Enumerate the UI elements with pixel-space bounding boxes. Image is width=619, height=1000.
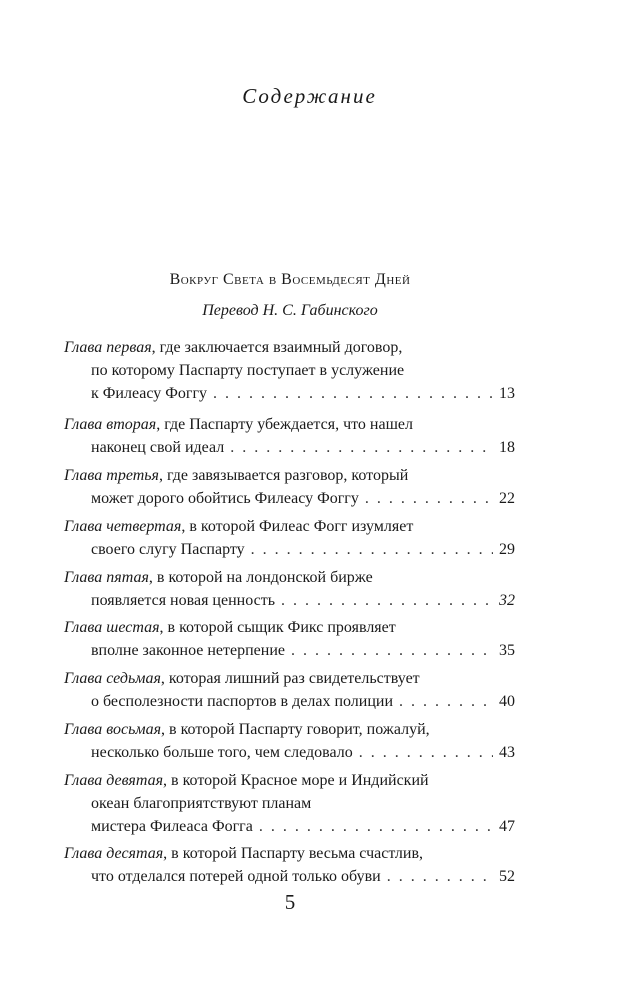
- chapter-label: Глава восьмая: [64, 721, 162, 738]
- chapter-label: Глава девятая: [64, 772, 164, 789]
- chapter-title-end: своего слугу Паспарту: [91, 541, 245, 558]
- toc-entry-9[interactable]: [64, 770, 429, 792]
- toc-entry-2[interactable]: [64, 414, 413, 436]
- chapter-title: , где Паспарту убеждается, что нашел: [156, 416, 413, 433]
- book-title: Вокруг Света в Восемьдесят Дней: [169, 271, 411, 288]
- dot-leader: [213, 383, 493, 405]
- chapter-label: Глава третья: [64, 467, 159, 484]
- toc-entry-10-last-line[interactable]: [91, 866, 515, 888]
- toc-entry-2-last-line[interactable]: [91, 437, 515, 459]
- toc-entry-4-last-line[interactable]: [91, 539, 515, 561]
- chapter-title-end: появляется новая ценность: [91, 592, 275, 609]
- chapter-title: , в которой Паспарту говорит, пожалуй,: [161, 721, 430, 738]
- dot-leader: [387, 866, 493, 888]
- toc-entry-7-last-line[interactable]: [91, 691, 515, 713]
- chapter-title-end: несколько больше того, чем следовало: [91, 744, 353, 761]
- chapter-label: Глава вторая: [64, 416, 157, 433]
- toc-entry-8-last-line[interactable]: [91, 742, 515, 764]
- chapter-title: , в которой сыщик Фикс проявляет: [159, 619, 396, 636]
- dot-leader: [359, 742, 493, 764]
- toc-entry-4[interactable]: [64, 516, 413, 538]
- chapter-title-end: о бесполезности паспортов в делах полиции: [91, 693, 394, 710]
- toc-entry-3-last-line[interactable]: [91, 488, 515, 510]
- page-ref: 52: [499, 868, 515, 885]
- chapter-label: Глава пятая: [64, 569, 149, 586]
- chapter-title-end: может дорого обойтись Филеасу Фоггу: [91, 490, 359, 507]
- dot-leader: [230, 437, 493, 459]
- toc-entry-5-last-line[interactable]: [91, 590, 515, 612]
- page-title: Содержание: [242, 84, 377, 108]
- page-ref: 18: [499, 439, 515, 456]
- toc-entry-5[interactable]: [64, 567, 373, 589]
- page-ref: 43: [499, 744, 515, 761]
- chapter-label: Глава шестая: [64, 619, 160, 636]
- translator-credit: Перевод Н. С. Габинского: [202, 302, 378, 319]
- chapter-title-end: вполне законное нетерпение: [91, 642, 286, 659]
- chapter-title: , в которой Красное море и Индийский: [163, 772, 429, 789]
- page-ref: 35: [499, 642, 515, 659]
- chapter-label: Глава седьмая: [64, 670, 161, 687]
- dot-leader: [259, 816, 493, 838]
- toc-entry-6-last-line[interactable]: [91, 640, 515, 662]
- toc-entry-9-last-line[interactable]: [91, 816, 515, 838]
- page-ref: 22: [499, 490, 515, 507]
- toc-entry-3[interactable]: [64, 465, 408, 487]
- chapter-title-continued: по которому Паспарту поступает в услужение: [91, 362, 405, 379]
- chapter-label: Глава четвертая: [64, 518, 182, 535]
- page-ref: 13: [499, 385, 515, 402]
- dot-leader: [291, 640, 493, 662]
- dot-leader: [399, 691, 493, 713]
- toc-entry-6[interactable]: [64, 617, 396, 639]
- chapter-title: , в которой на лондонской бирже: [148, 569, 373, 586]
- dot-leader: [281, 590, 493, 612]
- page-ref: 29: [499, 541, 515, 558]
- toc-entry-8[interactable]: [64, 719, 430, 741]
- page-ref: 40: [499, 693, 515, 710]
- chapter-title-end: к Филеасу Фоггу: [91, 385, 208, 402]
- chapter-label: Глава десятая: [64, 845, 164, 862]
- dot-leader: [365, 488, 493, 510]
- toc-entry-10[interactable]: [64, 843, 423, 865]
- page-ref: 47: [499, 818, 515, 835]
- chapter-title-end: мистера Филеаса Фогга: [91, 818, 253, 835]
- chapter-title: , где заключается взаимный договор,: [151, 339, 403, 356]
- chapter-title: , в которой Филеас Фогг изумляет: [181, 518, 414, 535]
- toc-entry-7[interactable]: [64, 668, 420, 690]
- chapter-title: , где завязывается разговор, который: [158, 467, 409, 484]
- chapter-title: , которая лишний раз свидетельствует: [160, 670, 420, 687]
- toc-entry-1-last-line[interactable]: [91, 383, 515, 405]
- chapter-title-end: наконец свой идеал: [91, 439, 225, 456]
- chapter-label: Глава первая: [64, 339, 152, 356]
- toc-entry-1[interactable]: [64, 337, 402, 359]
- dot-leader: [251, 539, 493, 561]
- chapter-title: , в которой Паспарту весьма счастлив,: [163, 845, 424, 862]
- page-ref: 32: [499, 592, 515, 609]
- page-number: 5: [284, 890, 296, 914]
- chapter-title-end: что отделался потерей одной только обуви: [91, 868, 381, 885]
- chapter-title-continued: океан благоприятствуют планам: [91, 795, 312, 812]
